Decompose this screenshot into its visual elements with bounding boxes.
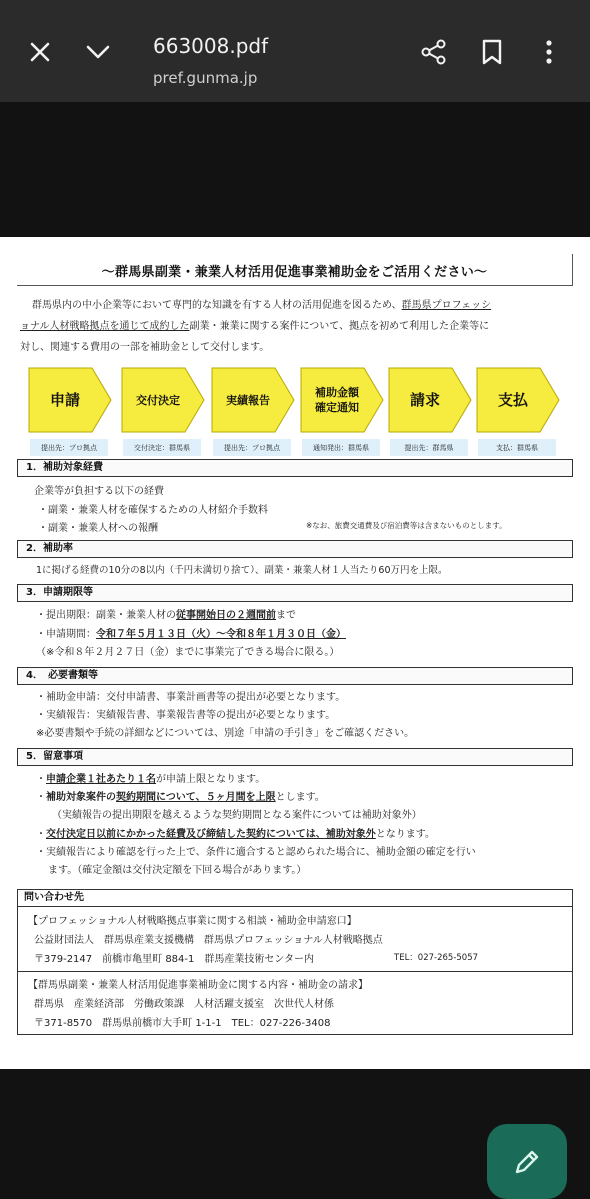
pdf-page[interactable] — [0, 237, 590, 1069]
section-text: ・補助金申請：交付申請書、事業計画書等の提出が必要となります。 — [36, 692, 346, 703]
section-heading: 1．補助対象経費 — [17, 459, 573, 477]
file-name: 663008.pdf — [153, 34, 269, 58]
close-icon[interactable] — [26, 38, 54, 66]
section-text: ・実績報告により確認を行った上で、条件に適合すると認められた場合に、補助金額の確定を行い — [36, 847, 476, 858]
contact-text: 【群馬県副業・兼業人材活用促進事業補助金に関する内容・補助金の請求】 — [28, 980, 368, 991]
contact-text: 〒371-8570 群馬県前橋市大手町 1-1-1 TEL：027-226-3408 — [34, 1018, 331, 1029]
intro-text: 対し、関連する費用の一部を補助金として交付します。 — [20, 342, 270, 353]
intro-text: 副業・兼業に関する案件について、拠点を初めて利用した企業等に — [189, 321, 490, 332]
section-heading: 5．留意事項 — [17, 748, 573, 766]
section-text: ・補助対象案件の契約期間について、５ヶ月間を上限とします。 — [36, 792, 325, 803]
section-text: ・提出期限：副業・兼業人材の従事開始日の２週間前まで — [36, 610, 296, 621]
flow-step-label: 申請 — [49, 390, 80, 409]
intro-paragraph — [20, 295, 575, 358]
section-heading: 3．申請期限等 — [17, 584, 573, 602]
flow-step — [28, 367, 112, 433]
edit-icon — [512, 1147, 542, 1177]
section-heading: 2．補助率 — [17, 540, 573, 558]
chevron-down-icon[interactable] — [84, 38, 112, 66]
pdf-viewer-toolbar — [0, 0, 590, 102]
flow-step — [121, 367, 205, 433]
flow-step-label: 請求 — [409, 390, 440, 409]
intro-text: 群馬県プロフェッシ — [401, 300, 492, 311]
flow-step-tag: 提出先：プロ拠点 — [30, 439, 108, 456]
flow-step-label: 交付決定 — [136, 393, 180, 407]
share-icon[interactable] — [420, 38, 448, 66]
contact-phone: TEL：027-265-5057 — [394, 953, 479, 963]
section-heading: 4． 必要書類等 — [17, 667, 573, 685]
section-text: ・申請期間：令和７年５月１３日（火）～令和８年１月３０日（金） — [36, 629, 346, 640]
flow-step — [388, 367, 472, 433]
contact-title: 問い合わせ先 — [18, 890, 572, 907]
document-title-box — [17, 254, 573, 286]
bookmark-icon[interactable] — [478, 38, 506, 66]
section-text: ・実績報告：実績報告書、事業報告書等の提出が必要となります。 — [36, 710, 336, 721]
section-text: ・副業・兼業人材を確保するための人材紹介手数料 — [38, 505, 268, 516]
flow-step — [476, 367, 560, 433]
contact-text: 公益財団法人 群馬県産業支援機構 群馬県プロフェッショナル人材戦略拠点 — [34, 935, 383, 946]
document-title: ～群馬県副業・兼業人材活用促進事業補助金をご活用ください～ — [101, 265, 488, 280]
edit-button[interactable] — [487, 1124, 567, 1199]
flow-step-tag: 交付決定：群馬県 — [123, 439, 201, 456]
section-text: ・副業・兼業人材への報酬 — [38, 523, 158, 534]
process-flow — [26, 367, 566, 457]
contact-text: 群馬県 産業経済部 労働政策課 人材活躍支援室 次世代人材係 — [34, 999, 334, 1010]
section-text: （※令和８年２月２７日（金）までに事業完了できる場合に限る。） — [36, 647, 340, 658]
flow-step-label: 補助金額 確定通知 — [315, 386, 359, 414]
more-vert-icon[interactable] — [535, 38, 563, 66]
flow-step-label: 支払 — [497, 390, 528, 409]
flow-step-tag: 通知発出：群馬県 — [302, 439, 380, 456]
flow-step-tag: 提出先：プロ拠点 — [213, 439, 291, 456]
flow-step — [300, 367, 384, 433]
intro-text: 群馬県内の中小企業等において専門的な知識を有する人材の活用促進を図るため、 — [32, 300, 402, 311]
contact-text: 〒379-2147 前橋市亀里町 884-1 群馬産業技術センター内 — [34, 954, 314, 965]
section-text: 1に掲げる経費の10分の8以内（千円未満切り捨て）、副業・兼業人材１人当たり60万円を上限。 — [36, 565, 448, 576]
section-text: ・申請企業１社あたり１名が申請上限となります。 — [36, 774, 266, 785]
section-text: ・交付決定日以前にかかった経費及び締結した契約については、補助対象外となります。 — [36, 829, 436, 840]
section-text: ます。（確定金額は交付決定額を下回る場合があります。） — [48, 865, 307, 876]
flow-step — [211, 367, 295, 433]
section-text: 企業等が負担する以下の経費 — [34, 486, 164, 497]
section-text: （実績報告の提出期限を越えるような契約期間となる案件については補助対象外） — [52, 810, 422, 821]
flow-step-label: 実績報告 — [226, 393, 270, 407]
contact-box — [17, 889, 573, 1035]
contact-text: 【プロフェッショナル人材戦略拠点事業に関する相談・補助金申請窓口】 — [28, 916, 357, 927]
intro-text: ョナル人材戦略拠点を通じて成約した — [20, 321, 190, 332]
section-note: ※なお、旅費交通費及び宿泊費等は含まないものとします。 — [306, 521, 507, 530]
contact-divider — [18, 971, 572, 972]
section-text: ※必要書類や手続の詳細などについては、別途「申請の手引き」をご確認ください。 — [36, 728, 415, 739]
flow-step-tag: 支払：群馬県 — [478, 439, 556, 456]
file-source: pref.gunma.jp — [153, 69, 258, 87]
flow-step-tag: 提出先：群馬県 — [390, 439, 468, 456]
